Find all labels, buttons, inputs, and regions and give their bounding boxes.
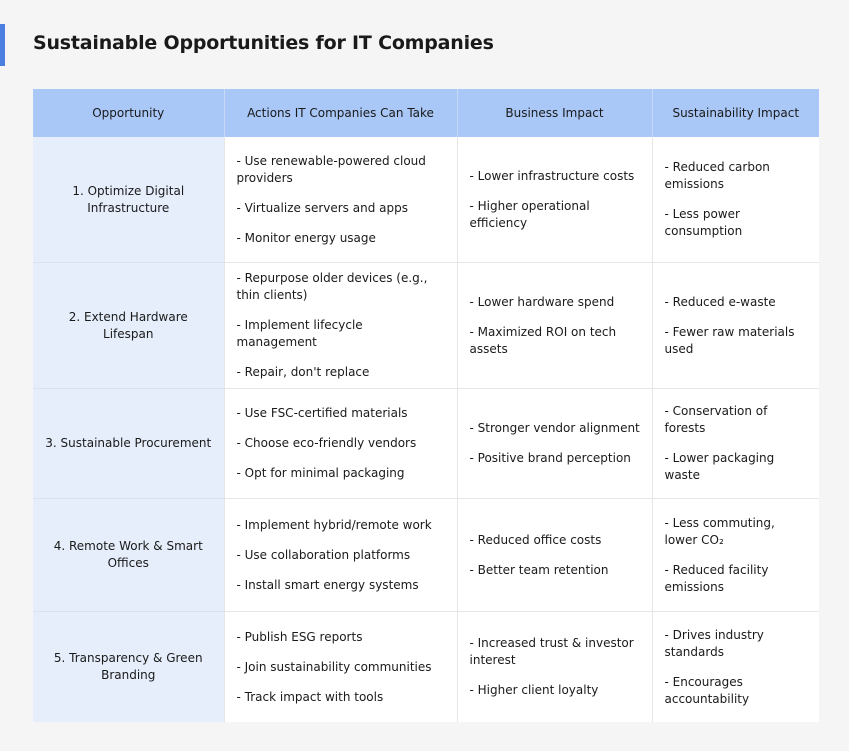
business-impact-item: - Better team retention <box>469 562 609 577</box>
table-row <box>33 612 819 723</box>
action-item: - Implement lifecycle management <box>236 318 363 349</box>
action-item: - Track impact with tools <box>236 689 384 704</box>
action-item: - Install smart energy systems <box>236 577 419 592</box>
business-impact-item: - Higher operational efficiency <box>469 198 590 230</box>
header-actions: Actions IT Companies Can Take <box>224 89 457 137</box>
sustainability-impact-cell <box>652 137 819 263</box>
business-impact-item: - Lower infrastructure costs <box>469 168 635 183</box>
actions-cell <box>224 263 457 389</box>
actions-cell <box>224 499 457 612</box>
sustainability-impact-item: - Drives industry standards <box>664 627 764 659</box>
action-item: - Implement hybrid/remote work <box>236 517 432 532</box>
business-impact-item: - Lower hardware spend <box>469 294 615 309</box>
header-business-impact: Business Impact <box>457 89 652 137</box>
action-item: - Use collaboration platforms <box>236 547 411 562</box>
action-item: - Choose eco-friendly vendors <box>236 436 417 450</box>
business-impact-cell <box>457 499 652 612</box>
table-row <box>33 263 819 389</box>
sustainability-impact-item: - Less power consumption <box>664 207 743 238</box>
sustainability-impact-item: - Lower packaging waste <box>664 451 775 482</box>
opportunity-cell: 3. Sustainable Procurement <box>33 389 224 499</box>
opportunity-cell: 1. Optimize Digital Infrastructure <box>33 137 224 263</box>
sustainability-impact-cell <box>652 612 819 723</box>
opportunity-cell: 2. Extend Hardware Lifespan <box>33 263 224 389</box>
sustainability-impact-item: - Reduced carbon emissions <box>664 160 770 191</box>
opportunities-table <box>33 89 819 722</box>
table-row <box>33 499 819 612</box>
opportunity-cell: 4. Remote Work & Smart Offices <box>33 499 224 612</box>
action-item: - Join sustainability communities <box>236 659 432 674</box>
business-impact-item: - Maximized ROI on tech assets <box>469 324 617 356</box>
business-impact-item: - Increased trust & investor interest <box>469 636 634 667</box>
action-item: - Monitor energy usage <box>236 230 376 245</box>
business-impact-item: - Stronger vendor alignment <box>469 421 640 435</box>
sustainability-impact-cell <box>652 389 819 499</box>
actions-cell <box>224 389 457 499</box>
sustainability-impact-item: - Fewer raw materials used <box>664 324 795 356</box>
action-item: - Publish ESG reports <box>236 629 363 644</box>
business-impact-cell <box>457 263 652 389</box>
header-opportunity: Opportunity <box>33 89 224 137</box>
business-impact-cell <box>457 137 652 263</box>
business-impact-item: - Positive brand perception <box>469 451 631 465</box>
business-impact-cell <box>457 389 652 499</box>
business-impact-item: - Reduced office costs <box>469 532 602 547</box>
action-item: - Repurpose older devices (e.g., thin clients) <box>236 271 428 302</box>
sustainability-impact-item: - Less commuting, lower CO₂ <box>664 515 775 547</box>
business-impact-item: - Higher client loyalty <box>469 683 599 697</box>
sustainability-impact-item: - Reduced facility emissions <box>664 562 769 594</box>
business-impact-cell <box>457 612 652 723</box>
opportunity-cell: 5. Transparency & Green Branding <box>33 612 224 723</box>
table-row <box>33 137 819 263</box>
action-item: - Use renewable-powered cloud providers <box>236 153 426 185</box>
table-row <box>33 389 819 499</box>
sustainability-impact-item: - Conservation of forests <box>664 404 768 435</box>
action-item: - Virtualize servers and apps <box>236 200 408 215</box>
title-accent-bar <box>0 24 5 66</box>
action-item: - Use FSC-certified materials <box>236 406 408 420</box>
sustainability-impact-cell <box>652 499 819 612</box>
actions-cell <box>224 137 457 263</box>
actions-cell <box>224 612 457 723</box>
sustainability-impact-cell <box>652 263 819 389</box>
header-sustainability-impact: Sustainability Impact <box>652 89 819 137</box>
sustainability-impact-item: - Reduced e-waste <box>664 294 776 309</box>
action-item: - Opt for minimal packaging <box>236 466 405 480</box>
page-title: Sustainable Opportunities for IT Companies <box>33 32 494 54</box>
table-header-row <box>33 89 819 137</box>
sustainability-impact-item: - Encourages accountability <box>664 674 750 706</box>
action-item: - Repair, don't replace <box>236 365 370 379</box>
